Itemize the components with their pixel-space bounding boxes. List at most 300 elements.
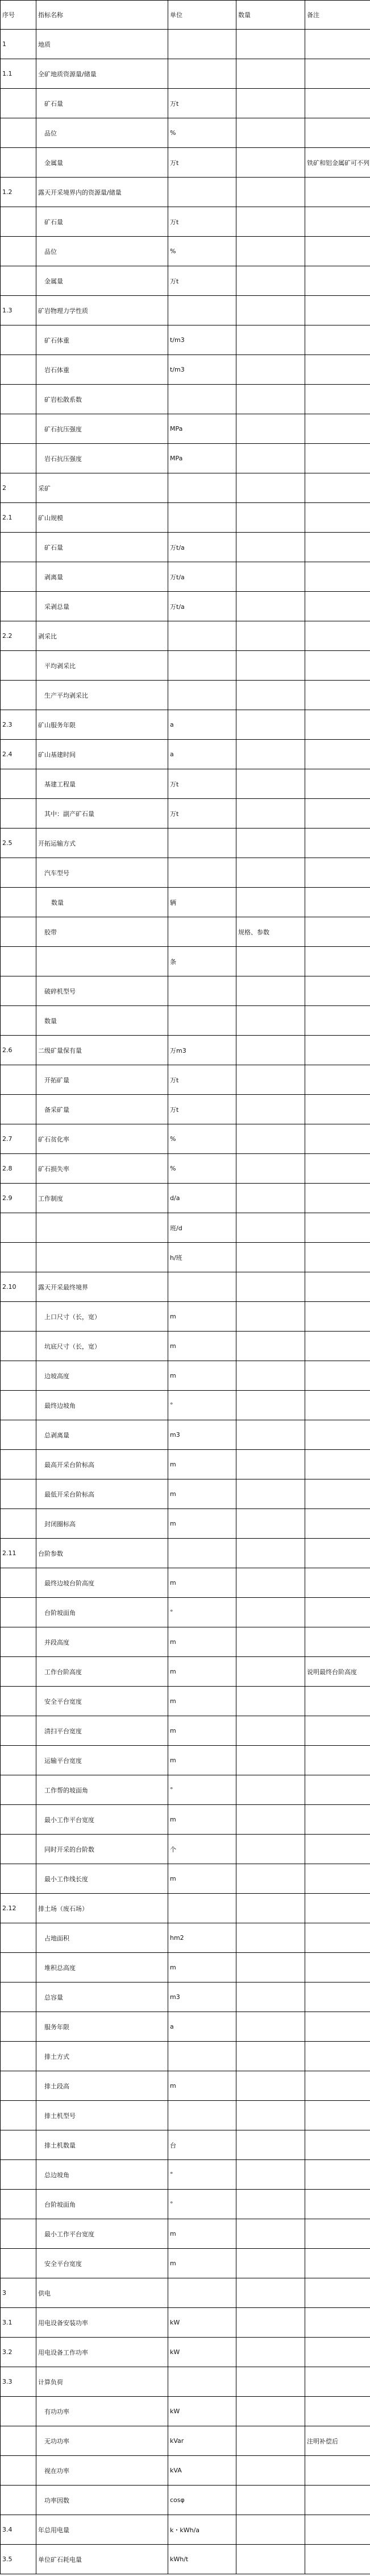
cell-qty: [236, 592, 305, 621]
cell-note: [305, 1213, 370, 1243]
table-row: [1, 1657, 370, 1687]
cell-name: 安全平台宽度: [36, 2249, 168, 2278]
cell-qty: [236, 1006, 305, 1036]
cell-qty: [236, 1953, 305, 1983]
cell-unit: 条: [168, 947, 236, 976]
cell-no: [1, 2071, 36, 2101]
cell-no: [1, 2160, 36, 2190]
cell-no: [1, 148, 36, 178]
cell-note: [305, 89, 370, 118]
cell-name: 清扫平台宽度: [36, 1716, 168, 1746]
cell-qty: [236, 1687, 305, 1716]
cell-note: [305, 947, 370, 976]
cell-note: 铁矿和铝金属矿可不列: [305, 148, 370, 178]
table-row: [1, 1509, 370, 1539]
cell-unit: [168, 1539, 236, 1568]
cell-qty: [236, 59, 305, 89]
cell-name: 功率因数: [36, 2486, 168, 2515]
cell-qty: [236, 178, 305, 207]
cell-name: 品位: [36, 118, 168, 148]
cell-qty: [236, 1302, 305, 1332]
cell-qty: [236, 237, 305, 266]
cell-note: [305, 710, 370, 740]
cell-note: [305, 858, 370, 888]
cell-unit: MPa: [168, 444, 236, 473]
cell-name: 用电设备安装功率: [36, 2308, 168, 2338]
table-row: [1, 1302, 370, 1332]
table-row: [1, 207, 370, 237]
cell-qty: [236, 1361, 305, 1391]
cell-note: [305, 1568, 370, 1598]
cell-unit: t/m3: [168, 325, 236, 355]
table-row: [1, 1332, 370, 1361]
cell-no: [1, 444, 36, 473]
cell-unit: m: [168, 1568, 236, 1598]
cell-note: 说明最终台阶高度: [305, 1657, 370, 1687]
cell-no: [1, 266, 36, 296]
cell-qty: [236, 2190, 305, 2219]
cell-qty: [236, 769, 305, 799]
cell-no: [1, 2249, 36, 2278]
table-row: [1, 59, 370, 89]
cell-qty: [236, 118, 305, 148]
cell-note: [305, 1450, 370, 1479]
cell-qty: [236, 1479, 305, 1509]
cell-name: 开拓运输方式: [36, 829, 168, 858]
cell-note: [305, 414, 370, 444]
cell-qty: [236, 681, 305, 710]
table-row: [1, 562, 370, 592]
cell-no: [1, 1213, 36, 1243]
table-row: [1, 1627, 370, 1657]
cell-name: 工作制度: [36, 1184, 168, 1213]
cell-name: 全矿地质资源量/储量: [36, 59, 168, 89]
cell-note: [305, 2042, 370, 2071]
cell-no: [1, 976, 36, 1006]
cell-note: [305, 1864, 370, 1894]
cell-name: 服务年限: [36, 2012, 168, 2042]
cell-note: [305, 1746, 370, 1775]
cell-qty: [236, 385, 305, 414]
cell-no: [1, 1746, 36, 1775]
cell-name: 排土方式: [36, 2042, 168, 2071]
table-row: [1, 1272, 370, 1302]
cell-qty: [236, 2456, 305, 2486]
cell-note: [305, 1332, 370, 1361]
table-row: [1, 1479, 370, 1509]
cell-qty: [236, 710, 305, 740]
cell-name: 数量: [36, 1006, 168, 1036]
cell-unit: [168, 473, 236, 503]
table-row: [1, 148, 370, 178]
table-row: [1, 1983, 370, 2012]
cell-note: [305, 740, 370, 769]
cell-no: 3.3: [1, 2367, 36, 2397]
cell-name: 数量: [36, 888, 168, 917]
cell-qty: [236, 2219, 305, 2249]
cell-note: [305, 266, 370, 296]
cell-note: [305, 1894, 370, 1923]
cell-qty: [236, 976, 305, 1006]
cell-unit: t/m3: [168, 355, 236, 385]
table-row: [1, 2515, 370, 2545]
cell-unit: kW: [168, 2397, 236, 2426]
cell-no: [1, 1332, 36, 1361]
cell-note: [305, 1065, 370, 1095]
table-row: [1, 1568, 370, 1598]
cell-name: 采剥总量: [36, 592, 168, 621]
table-row: [1, 1391, 370, 1420]
cell-name: 台阶坡面角: [36, 2190, 168, 2219]
cell-note: [305, 1598, 370, 1627]
cell-unit: 万t: [168, 799, 236, 829]
cell-name: 最小工作线长度: [36, 1864, 168, 1894]
cell-qty: [236, 2249, 305, 2278]
table-row: [1, 2249, 370, 2278]
cell-qty: [236, 2397, 305, 2426]
cell-qty: [236, 355, 305, 385]
cell-unit: 万t: [168, 769, 236, 799]
cell-name: 二级矿量保有量: [36, 1036, 168, 1065]
header-no: 序号: [1, 1, 36, 30]
cell-name: [36, 947, 168, 976]
table-row: [1, 917, 370, 947]
cell-name: 岩石体重: [36, 355, 168, 385]
cell-no: 3.4: [1, 2515, 36, 2545]
table-row: [1, 533, 370, 562]
cell-note: [305, 2338, 370, 2367]
table-row: [1, 799, 370, 829]
table-row: [1, 2308, 370, 2338]
table-row: [1, 1213, 370, 1243]
table-row: [1, 385, 370, 414]
cell-unit: [168, 1006, 236, 1036]
cell-unit: kW: [168, 2308, 236, 2338]
cell-name: 最终边坡台阶高度: [36, 1568, 168, 1598]
cell-qty: [236, 207, 305, 237]
cell-name: 年总用电量: [36, 2515, 168, 2545]
cell-note: [305, 651, 370, 681]
cell-no: 3.2: [1, 2338, 36, 2367]
cell-name: 露天开采最终境界: [36, 1272, 168, 1302]
cell-unit: %: [168, 1124, 236, 1154]
cell-note: [305, 2012, 370, 2042]
cell-name: 采矿: [36, 473, 168, 503]
cell-no: [1, 1657, 36, 1687]
table-row: [1, 2367, 370, 2397]
cell-qty: [236, 2545, 305, 2574]
cell-name: 占地面积: [36, 1923, 168, 1953]
table-row: [1, 947, 370, 976]
cell-note: [305, 1953, 370, 1983]
cell-name: 露天开采境界内的资源量/储量: [36, 178, 168, 207]
cell-note: [305, 385, 370, 414]
cell-qty: [236, 1065, 305, 1095]
cell-no: 3.1: [1, 2308, 36, 2338]
cell-name: 其中：副产矿石量: [36, 799, 168, 829]
cell-note: [305, 503, 370, 533]
cell-qty: [236, 414, 305, 444]
cell-no: [1, 2219, 36, 2249]
cell-unit: [168, 59, 236, 89]
table-row: [1, 1450, 370, 1479]
cell-note: [305, 1539, 370, 1568]
cell-name: 汽车型号: [36, 858, 168, 888]
cell-no: [1, 89, 36, 118]
table-row: [1, 1124, 370, 1154]
cell-no: [1, 1095, 36, 1124]
cell-name: 矿石损失率: [36, 1154, 168, 1184]
cell-qty: [236, 1864, 305, 1894]
cell-unit: [168, 976, 236, 1006]
cell-unit: [168, 858, 236, 888]
cell-note: [305, 2545, 370, 2574]
cell-qty: [236, 1894, 305, 1923]
cell-unit: [168, 385, 236, 414]
cell-unit: m: [168, 1479, 236, 1509]
cell-no: [1, 1450, 36, 1479]
table-row: [1, 2042, 370, 2071]
cell-no: [1, 1391, 36, 1420]
cell-no: [1, 651, 36, 681]
table-row: [1, 2456, 370, 2486]
cell-unit: MPa: [168, 414, 236, 444]
cell-unit: m: [168, 1953, 236, 1983]
table-row: [1, 2160, 370, 2190]
cell-unit: m: [168, 1509, 236, 1539]
cell-qty: [236, 325, 305, 355]
cell-no: [1, 2190, 36, 2219]
cell-unit: [168, 1272, 236, 1302]
cell-qty: [236, 2101, 305, 2130]
cell-note: [305, 2515, 370, 2545]
table-row: [1, 444, 370, 473]
cell-no: [1, 2426, 36, 2456]
cell-unit: m: [168, 1746, 236, 1775]
cell-note: [305, 444, 370, 473]
cell-qty: [236, 1124, 305, 1154]
table-row: [1, 1894, 370, 1923]
cell-qty: [236, 148, 305, 178]
cell-name: 工作台阶高度: [36, 1657, 168, 1687]
cell-no: 2.10: [1, 1272, 36, 1302]
table-row: [1, 710, 370, 740]
cell-unit: °: [168, 1775, 236, 1805]
cell-unit: 班/d: [168, 1213, 236, 1243]
cell-name: 矿岩松散系数: [36, 385, 168, 414]
cell-name: 封闭圈标高: [36, 1509, 168, 1539]
cell-no: 2: [1, 473, 36, 503]
cell-no: [1, 1864, 36, 1894]
cell-name: 矿山基建时间: [36, 740, 168, 769]
table-row: [1, 1598, 370, 1627]
cell-note: [305, 621, 370, 651]
cell-name: 最高开采台阶标高: [36, 1450, 168, 1479]
cell-name: 总边坡角: [36, 2160, 168, 2190]
cell-note: [305, 562, 370, 592]
cell-qty: [236, 888, 305, 917]
cell-note: [305, 207, 370, 237]
cell-no: 1.1: [1, 59, 36, 89]
cell-note: [305, 2130, 370, 2160]
cell-qty: [236, 473, 305, 503]
cell-no: [1, 917, 36, 947]
table-header-row: [1, 1, 370, 30]
table-row: [1, 976, 370, 1006]
cell-name: 同时开采的台阶数: [36, 1835, 168, 1864]
cell-qty: [236, 651, 305, 681]
cell-qty: [236, 1332, 305, 1361]
cell-no: 1: [1, 30, 36, 59]
table-row: [1, 2278, 370, 2308]
cell-qty: [236, 858, 305, 888]
cell-qty: [236, 2130, 305, 2160]
cell-no: [1, 592, 36, 621]
cell-qty: [236, 1805, 305, 1835]
cell-note: [305, 2367, 370, 2397]
cell-no: [1, 118, 36, 148]
cell-qty: [236, 947, 305, 976]
cell-unit: m: [168, 1627, 236, 1657]
cell-note: [305, 2397, 370, 2426]
cell-name: [36, 1243, 168, 1272]
cell-note: [305, 681, 370, 710]
table-row: [1, 266, 370, 296]
table-row: [1, 858, 370, 888]
cell-no: [1, 237, 36, 266]
cell-unit: °: [168, 2190, 236, 2219]
cell-no: 2.8: [1, 1154, 36, 1184]
cell-no: [1, 2486, 36, 2515]
cell-note: [305, 592, 370, 621]
cell-note: [305, 30, 370, 59]
cell-no: [1, 2012, 36, 2042]
cell-name: 台阶参数: [36, 1539, 168, 1568]
cell-qty: [236, 1509, 305, 1539]
cell-qty: [236, 621, 305, 651]
cell-note: [305, 1036, 370, 1065]
cell-name: 金属量: [36, 266, 168, 296]
cell-note: [305, 1184, 370, 1213]
cell-note: [305, 325, 370, 355]
header-unit: 单位: [168, 1, 236, 30]
cell-no: 2.3: [1, 710, 36, 740]
cell-qty: [236, 30, 305, 59]
cell-note: [305, 473, 370, 503]
cell-qty: [236, 1213, 305, 1243]
cell-qty: [236, 1775, 305, 1805]
table-row: [1, 414, 370, 444]
cell-unit: [168, 1894, 236, 1923]
cell-unit: kWh/t: [168, 2545, 236, 2574]
cell-name: 供电: [36, 2278, 168, 2308]
cell-note: [305, 1006, 370, 1036]
cell-name: 运输平台宽度: [36, 1746, 168, 1775]
cell-no: [1, 1716, 36, 1746]
cell-no: 3: [1, 2278, 36, 2308]
cell-name: 剥采比: [36, 621, 168, 651]
cell-unit: [168, 178, 236, 207]
cell-qty: [236, 1598, 305, 1627]
cell-no: 1.2: [1, 178, 36, 207]
cell-no: [1, 1805, 36, 1835]
cell-no: [1, 533, 36, 562]
cell-qty: [236, 1420, 305, 1450]
table-row: [1, 769, 370, 799]
cell-qty: [236, 1036, 305, 1065]
table-row: [1, 30, 370, 59]
cell-note: 注明补偿后: [305, 2426, 370, 2456]
cell-note: [305, 769, 370, 799]
cell-name: 开拓矿量: [36, 1065, 168, 1095]
cell-note: [305, 2190, 370, 2219]
cell-name: 矿石量: [36, 207, 168, 237]
table-row: [1, 2338, 370, 2367]
cell-unit: %: [168, 1154, 236, 1184]
cell-name: 破碎机型号: [36, 976, 168, 1006]
cell-unit: 万t: [168, 1065, 236, 1095]
cell-note: [305, 1479, 370, 1509]
cell-unit: kVar: [168, 2426, 236, 2456]
cell-no: [1, 681, 36, 710]
cell-unit: 万t: [168, 1095, 236, 1124]
cell-unit: m: [168, 2219, 236, 2249]
cell-name: 总剥离量: [36, 1420, 168, 1450]
cell-unit: °: [168, 1391, 236, 1420]
table-row: [1, 89, 370, 118]
cell-name: 边坡高度: [36, 1361, 168, 1391]
cell-name: 地质: [36, 30, 168, 59]
table-row: [1, 1184, 370, 1213]
table-row: [1, 888, 370, 917]
cell-no: 2.7: [1, 1124, 36, 1154]
cell-name: 排土场（废石场）: [36, 1894, 168, 1923]
cell-name: 平均剥采比: [36, 651, 168, 681]
cell-unit: [168, 30, 236, 59]
cell-qty: [236, 1568, 305, 1598]
cell-no: [1, 1835, 36, 1864]
cell-qty: 规格、参数: [236, 917, 305, 947]
cell-note: [305, 1983, 370, 2012]
cell-no: [1, 325, 36, 355]
cell-name: 计算负荷: [36, 2367, 168, 2397]
cell-qty: [236, 2012, 305, 2042]
cell-qty: [236, 740, 305, 769]
table-row: [1, 1036, 370, 1065]
cell-note: [305, 1805, 370, 1835]
cell-no: [1, 1065, 36, 1095]
cell-note: [305, 2071, 370, 2101]
cell-qty: [236, 2308, 305, 2338]
table-row: [1, 1539, 370, 1568]
table-row: [1, 1006, 370, 1036]
cell-unit: 万t: [168, 266, 236, 296]
table-row: [1, 1746, 370, 1775]
cell-no: [1, 385, 36, 414]
cell-name: 矿石体重: [36, 325, 168, 355]
cell-no: [1, 947, 36, 976]
cell-name: 生产平均剥采比: [36, 681, 168, 710]
table-row: [1, 1923, 370, 1953]
table-row: [1, 2071, 370, 2101]
cell-no: [1, 1361, 36, 1391]
cell-unit: [168, 2278, 236, 2308]
table-row: [1, 2397, 370, 2426]
cell-note: [305, 2219, 370, 2249]
cell-name: 矿石抗压强度: [36, 414, 168, 444]
cell-note: [305, 178, 370, 207]
cell-note: [305, 533, 370, 562]
